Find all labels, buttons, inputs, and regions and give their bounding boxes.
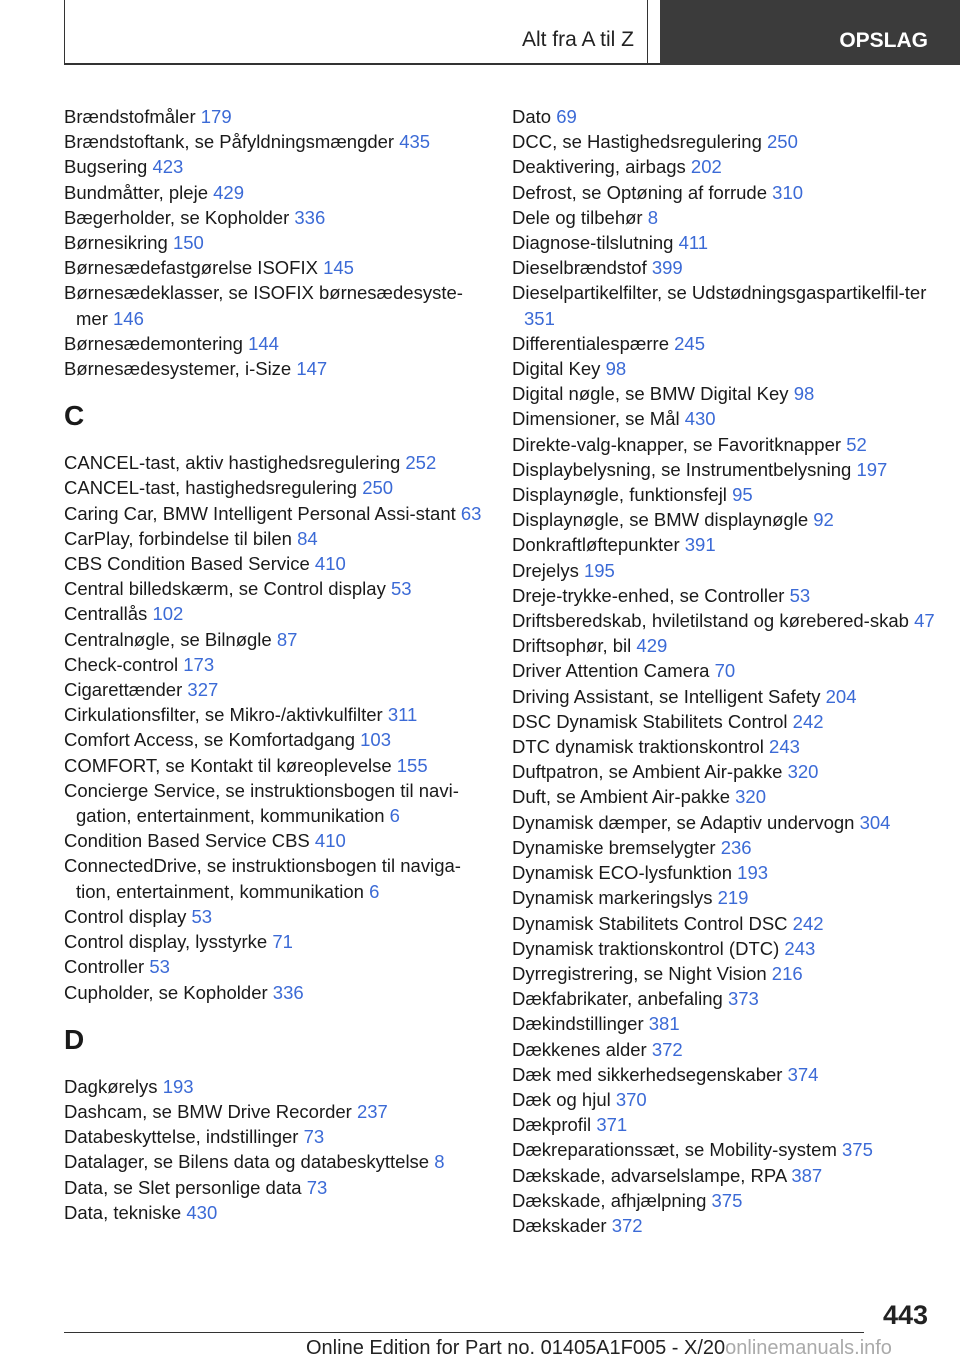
index-page-link[interactable]: 242 — [792, 710, 824, 732]
index-group-b — [64, 104, 484, 381]
index-entry-text: COMFORT, se Kontakt til køreoplevelse — [64, 754, 397, 776]
index-page-link[interactable]: 242 — [792, 912, 824, 934]
index-entry-text: Dagkørelys — [64, 1075, 163, 1097]
index-page-link[interactable]: 95 — [732, 484, 753, 506]
index-page-link[interactable]: 216 — [771, 962, 803, 984]
index-page-link[interactable]: 145 — [323, 257, 354, 279]
header-rule-bottom — [64, 63, 660, 65]
index-entry-text: Dækreparationssæt, se Mobility-system — [512, 1139, 843, 1161]
index-entry — [512, 961, 937, 986]
index-page-link[interactable]: 245 — [674, 332, 705, 354]
index-page-link[interactable]: 375 — [711, 1189, 743, 1211]
index-page-link[interactable]: 374 — [787, 1063, 819, 1085]
index-entry-text: Differentialespærre — [512, 332, 675, 354]
index-entry — [512, 911, 937, 936]
index-entry-text: Brændstofmåler — [64, 106, 201, 127]
index-entry-text: Dækprofil — [512, 1114, 597, 1136]
index-entry-text: Defrost, se Optøning af forrude — [512, 181, 773, 203]
index-page-link[interactable]: 53 — [390, 578, 412, 600]
index-entry-text: Dynamisk ECO-lysfunktion — [512, 862, 738, 884]
index-entry — [512, 1037, 937, 1062]
index-entry — [64, 954, 484, 979]
index-entry-text: Cigarettænder — [64, 679, 188, 701]
index-page-link[interactable]: 320 — [787, 761, 819, 783]
index-entry-text: Caring Car, BMW Intelligent Personal Assi‐stant — [64, 502, 461, 524]
index-entry — [512, 1163, 937, 1188]
index-page-link[interactable]: 351 — [524, 307, 555, 329]
index-entry-text: Driving Assistant, se Intelligent Safety — [512, 685, 826, 707]
index-page-link[interactable]: 336 — [294, 206, 326, 228]
index-entry — [512, 759, 937, 784]
index-entry-text: Driver Attention Camera — [512, 660, 715, 682]
index-page-link[interactable]: 243 — [769, 736, 800, 758]
index-page-link[interactable]: 71 — [272, 931, 293, 953]
index-page-link[interactable]: 47 — [914, 610, 935, 632]
index-entry — [64, 601, 484, 626]
index-entry-text: Dyrregistrering, se Night Vision — [512, 962, 772, 984]
index-entry — [64, 828, 484, 853]
index-entry-text: Centrallås — [64, 603, 153, 625]
index-entry — [512, 558, 937, 583]
index-entry — [64, 1200, 484, 1225]
index-page-link[interactable]: 179 — [200, 106, 232, 127]
index-entry — [64, 677, 484, 702]
index-entry — [512, 432, 937, 457]
index-entry — [64, 1074, 484, 1099]
index-entry-text: Bugsering — [64, 156, 153, 178]
index-page-link[interactable]: 53 — [149, 956, 170, 978]
index-entry-text: Dimensioner, se Mål — [512, 408, 685, 430]
index-entry — [512, 936, 937, 961]
index-page-link[interactable]: 410 — [314, 830, 346, 852]
index-entry-text: Dækskade, afhjælpning — [512, 1189, 712, 1211]
index-page-link[interactable]: 53 — [789, 584, 811, 606]
index-entry-text: Børnesædefastgørelse ISOFIX — [64, 257, 324, 279]
header-rule-left — [64, 0, 65, 64]
index-page-link[interactable]: 98 — [605, 358, 627, 380]
index-entry — [64, 129, 484, 154]
index-entry-text: Dynamisk dæmper, se Adaptiv undervogn — [512, 811, 860, 833]
index-page-link[interactable]: 311 — [387, 704, 418, 726]
index-entry — [512, 230, 937, 255]
index-page-link[interactable]: 193 — [162, 1075, 194, 1097]
index-page-link[interactable]: 87 — [276, 628, 298, 650]
index-page-link[interactable]: 73 — [303, 1126, 325, 1148]
index-page-link[interactable]: 73 — [306, 1176, 328, 1198]
page-number: 443 — [882, 1300, 928, 1330]
index-entry — [512, 154, 937, 179]
index-entry — [512, 104, 937, 129]
index-page-link[interactable]: 147 — [296, 358, 328, 380]
index-entry — [64, 180, 484, 205]
index-page-link[interactable]: 410 — [314, 553, 346, 575]
index-entry-text: DSC Dynamisk Stabilitets Control — [512, 710, 793, 732]
index-entry — [64, 702, 484, 727]
index-entry-text: ConnectedDrive, se instruktionsbogen til naviga‐tion, entertainment, kommunikation — [64, 855, 461, 902]
index-page-link[interactable]: 8 — [647, 206, 659, 228]
index-entry — [512, 684, 937, 709]
index-entry — [512, 734, 937, 759]
index-entry-text: Børnesædesystemer, i-Size — [64, 358, 297, 380]
index-entry — [512, 180, 937, 205]
index-entry-text: Dieselbrændstof — [512, 257, 652, 279]
index-page-link[interactable]: 252 — [405, 452, 437, 474]
index-entry-text: DCC, se Hastighedsregulering — [512, 131, 768, 153]
index-entry-text: Cirkulationsfilter, se Mikro-/aktivkulfilter — [64, 704, 388, 726]
index-entry-text: Displaynøgle, funktionsfejl — [512, 484, 733, 506]
index-page-link[interactable]: 70 — [714, 660, 736, 682]
index-entry-text: Cupholder, se Kopholder — [64, 981, 273, 1003]
index-entry — [512, 1087, 937, 1112]
index-entry-text: Børnesikring — [64, 232, 173, 254]
index-page-link[interactable]: 144 — [248, 332, 279, 354]
index-entry-text: Data, se Slet personlige data — [64, 1176, 307, 1198]
footer-rule — [64, 1332, 864, 1333]
index-entry-text: Databeskyttelse, indstillinger — [64, 1126, 304, 1148]
index-page-link[interactable]: 6 — [369, 880, 380, 902]
index-page-link[interactable]: 429 — [636, 635, 668, 657]
index-entry-text: Deaktivering, airbags — [512, 156, 691, 178]
index-group-d — [64, 1074, 484, 1225]
index-entry — [64, 475, 484, 500]
index-entry — [64, 450, 484, 475]
index-entry — [512, 1213, 937, 1238]
index-page-link[interactable]: 193 — [737, 862, 769, 884]
index-entry-text: Dækfabrikater, anbefaling — [512, 988, 728, 1010]
index-page-link[interactable]: 430 — [186, 1201, 218, 1223]
index-entry — [64, 551, 484, 576]
index-page-link[interactable]: 310 — [772, 181, 804, 203]
index-page-link[interactable]: 146 — [113, 307, 144, 329]
index-letter-c: C — [64, 400, 85, 432]
index-entry — [64, 356, 484, 381]
index-page-link[interactable]: 6 — [389, 805, 400, 827]
index-entry-text: Dynamisk traktionskontrol (DTC) — [512, 937, 785, 959]
index-entry-text: Driftsberedskab, hviletilstand og kørebered‐skab — [512, 610, 915, 632]
index-entry — [512, 810, 937, 835]
index-group-d-continued — [512, 104, 937, 1238]
index-page-link[interactable]: 375 — [842, 1139, 873, 1161]
index-entry-text: Data, tekniske — [64, 1201, 187, 1223]
index-entry — [512, 709, 937, 734]
index-entry-text: Driftsophør, bil — [512, 635, 637, 657]
index-page-link[interactable]: 63 — [460, 502, 482, 524]
index-page-link[interactable]: 327 — [187, 679, 219, 701]
index-entry-text: Duft, se Ambient Air-pakke — [512, 786, 736, 808]
index-page-link[interactable]: 202 — [690, 156, 722, 178]
index-entry — [512, 658, 937, 683]
index-entry-text: Duftpatron, se Ambient Air-pakke — [512, 761, 788, 783]
index-page-link[interactable]: 237 — [356, 1100, 388, 1122]
index-page-link[interactable]: 155 — [396, 754, 428, 776]
index-page-link[interactable]: 250 — [362, 477, 394, 499]
index-entry — [64, 104, 484, 129]
index-page-link[interactable]: 103 — [360, 729, 392, 751]
index-entry — [512, 633, 937, 658]
index-entry-text: Digital nøgle, se BMW Digital Key — [512, 383, 794, 405]
index-page-link[interactable]: 320 — [735, 786, 767, 808]
index-page-link[interactable]: 173 — [183, 653, 215, 675]
index-entry-text: CANCEL-tast, hastighedsregulering — [64, 477, 363, 499]
index-entry-text: Check-control — [64, 653, 184, 675]
index-entry-text: Dæk og hjul — [512, 1088, 616, 1110]
index-entry — [512, 885, 937, 910]
index-page-link[interactable]: 219 — [717, 887, 749, 909]
index-entry — [512, 1137, 937, 1162]
index-entry — [64, 526, 484, 551]
index-entry — [512, 457, 937, 482]
index-page-link[interactable]: 92 — [813, 509, 834, 531]
index-page-link[interactable]: 197 — [856, 458, 888, 480]
footer — [306, 1337, 892, 1360]
index-page-link[interactable]: 102 — [152, 603, 184, 625]
footer-brand: onlinemanuals.info — [725, 1337, 892, 1359]
index-column-left — [64, 104, 484, 1225]
index-entry — [512, 381, 937, 406]
index-entry — [512, 331, 937, 356]
index-entry — [64, 627, 484, 652]
index-entry — [64, 929, 484, 954]
index-entry — [64, 230, 484, 255]
index-entry-text: Controller — [64, 956, 150, 978]
index-entry-text: Comfort Access, se Komfortadgang — [64, 729, 361, 751]
section-title: Alt fra A til Z — [521, 28, 634, 51]
index-entry-text: DTC dynamisk traktionskontrol — [512, 736, 770, 758]
index-entry — [512, 1188, 937, 1213]
index-page-link[interactable]: 69 — [556, 106, 577, 127]
index-entry-text: Diagnose-tilslutning — [512, 232, 679, 254]
index-entry — [64, 778, 484, 828]
index-entry-text: Dynamisk markeringslys — [512, 887, 718, 909]
index-page-link[interactable]: 423 — [152, 156, 184, 178]
index-entry — [512, 205, 937, 230]
index-entry-text: Concierge Service, se instruktionsbogen til navi‐gation, entertainment, kommunikation — [64, 779, 459, 827]
index-entry — [64, 904, 484, 929]
index-entry-text: Digital Key — [512, 358, 606, 380]
index-page-link[interactable]: 411 — [678, 232, 709, 254]
index-page-link[interactable]: 387 — [791, 1164, 823, 1186]
index-entry-text: Bundmåtter, pleje — [64, 181, 214, 203]
index-entry-text: Displaybelysning, se Instrumentbelysning — [512, 458, 857, 480]
index-page-link[interactable]: 84 — [297, 527, 318, 549]
index-entry-text: Dækskade, advarselslampe, RPA — [512, 1164, 792, 1186]
index-entry-text: Dieselpartikelfilter, se Udstødningsgaspartikelfil‐ter — [512, 282, 927, 304]
index-entry — [512, 406, 937, 431]
index-page-link[interactable]: 195 — [583, 559, 615, 581]
header-rule-divider — [647, 0, 648, 64]
index-page-link[interactable]: 52 — [846, 433, 867, 455]
index-entry — [512, 1112, 937, 1137]
index-entry-text: Donkraftløftepunkter — [512, 534, 685, 556]
index-entry — [512, 255, 937, 280]
index-entry-text: Dækindstillinger — [512, 1013, 649, 1035]
index-entry-text: Dækskader — [512, 1214, 612, 1236]
index-page-link[interactable]: 429 — [213, 181, 244, 203]
index-entry-text: CANCEL-tast, aktiv hastighedsregulering — [64, 452, 406, 474]
index-page-link[interactable]: 304 — [859, 811, 891, 833]
index-entry-text: Control display, lysstyrke — [64, 931, 273, 953]
index-entry — [64, 727, 484, 752]
index-entry-text: CBS Condition Based Service — [64, 553, 315, 575]
index-entry — [64, 753, 484, 778]
index-page-link[interactable]: 391 — [684, 534, 716, 556]
index-page-link[interactable]: 336 — [272, 981, 304, 1003]
index-entry-text: Datalager, se Bilens data og databeskyttelse — [64, 1151, 435, 1173]
index-entry-text: Børnesædeklasser, se ISOFIX børnesædesyste‐mer — [64, 282, 463, 329]
index-entry — [512, 280, 937, 330]
index-entry-text: Dækkenes alder — [512, 1038, 652, 1060]
index-entry — [512, 860, 937, 885]
index-entry — [512, 784, 937, 809]
index-entry-text: Børnesædemontering — [64, 332, 249, 354]
index-column-right — [512, 104, 937, 1238]
index-entry-text: Dashcam, se BMW Drive Recorder — [64, 1100, 357, 1122]
index-page-link[interactable]: 243 — [784, 937, 816, 959]
index-entry-text: Dreje-trykke-enhed, se Controller — [512, 584, 790, 606]
index-entry-text: Dele og tilbehør — [512, 206, 648, 228]
index-page-link[interactable]: 98 — [793, 383, 815, 405]
index-entry — [64, 1124, 484, 1149]
index-entry — [64, 1175, 484, 1200]
index-page-link[interactable]: 250 — [767, 131, 798, 153]
index-entry-text: Dato — [512, 106, 557, 127]
index-entry — [64, 331, 484, 356]
index-entry — [64, 280, 484, 330]
index-page-link[interactable]: 8 — [434, 1151, 445, 1173]
index-entry-text: Control display — [64, 905, 192, 927]
index-entry — [512, 1011, 937, 1036]
index-entry — [64, 255, 484, 280]
index-entry — [64, 1149, 484, 1174]
index-page-link[interactable]: 236 — [720, 836, 752, 858]
index-entry — [512, 835, 937, 860]
index-entry — [512, 1062, 937, 1087]
index-page-link[interactable]: 399 — [651, 257, 683, 279]
index-page-link[interactable]: 435 — [399, 131, 431, 153]
index-entry — [64, 154, 484, 179]
index-page-link[interactable]: 372 — [651, 1038, 683, 1060]
index-page-link[interactable]: 204 — [825, 685, 857, 707]
index-entry-text: Brændstoftank, se Påfyldningsmængder — [64, 131, 400, 153]
index-page-link[interactable]: 373 — [727, 988, 759, 1010]
index-entry — [64, 853, 484, 903]
index-entry — [64, 501, 484, 526]
index-entry — [512, 482, 937, 507]
index-page-link[interactable]: 150 — [172, 232, 204, 254]
index-entry-text: Centralnøgle, se Bilnøgle — [64, 628, 277, 650]
index-entry — [64, 205, 484, 230]
index-entry-text: Direkte-valg-knapper, se Favoritknapper — [512, 433, 847, 455]
index-letter-d: D — [64, 1023, 85, 1055]
section-tab: OPSLAG — [660, 0, 960, 65]
index-entry — [512, 532, 937, 557]
index-entry-text: Dynamiske bremselygter — [512, 836, 721, 858]
index-entry-text: Dæk med sikkerhedsegenskaber — [512, 1063, 788, 1085]
index-entry — [512, 129, 937, 154]
index-page-link[interactable]: 430 — [684, 408, 716, 430]
index-entry-text: CarPlay, forbindelse til bilen — [64, 527, 298, 549]
index-entry — [64, 652, 484, 677]
index-entry — [512, 356, 937, 381]
index-entry — [64, 1099, 484, 1124]
index-entry-text: Central billedskærm, se Control display — [64, 578, 391, 600]
index-entry — [512, 583, 937, 608]
index-entry-text: Dynamisk Stabilitets Control DSC — [512, 912, 793, 934]
index-entry — [512, 507, 937, 532]
index-entry-text: Bægerholder, se Kopholder — [64, 206, 295, 228]
index-entry — [512, 608, 937, 633]
index-entry — [512, 986, 937, 1011]
index-page-link[interactable]: 371 — [596, 1114, 628, 1136]
index-group-c — [64, 450, 484, 1004]
index-entry-text: Displaynøgle, se BMW displaynøgle — [512, 509, 814, 531]
index-entry — [64, 576, 484, 601]
index-page-link[interactable]: 370 — [615, 1088, 647, 1110]
index-page-link[interactable]: 381 — [648, 1013, 680, 1035]
index-page-link[interactable]: 53 — [191, 905, 213, 927]
index-entry-text: Drejelys — [512, 559, 584, 581]
index-entry — [64, 980, 484, 1005]
index-entry-text: Condition Based Service CBS — [64, 830, 315, 852]
index-page-link[interactable]: 372 — [611, 1214, 643, 1236]
footer-edition: Online Edition for Part no. 01405A1F005 - X/20 — [306, 1337, 726, 1359]
